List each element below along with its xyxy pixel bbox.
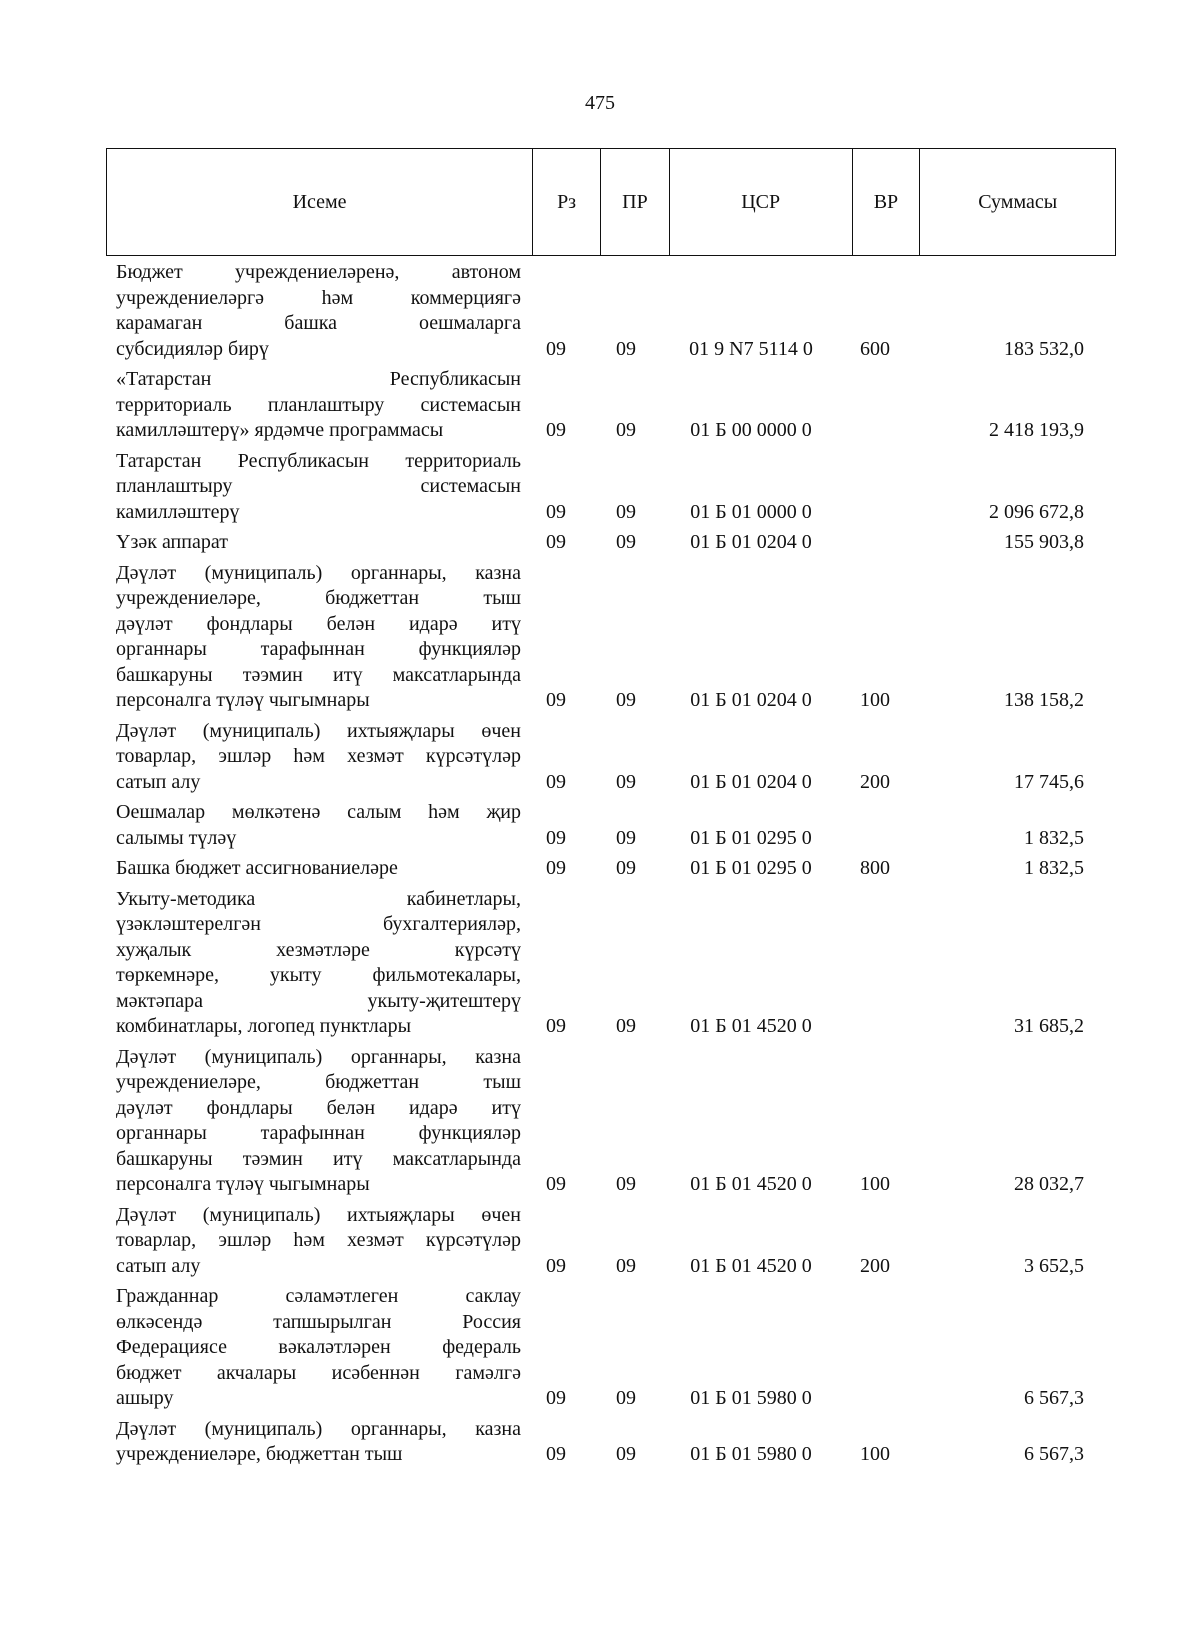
- row-name-line: өлкәсендә тапшырылган Россия: [116, 1310, 521, 1333]
- cell-csr: 01 9 N7 5114 0: [689, 337, 813, 360]
- cell-csr: 01 Б 01 0000 0: [690, 500, 812, 523]
- row-name-line: учреждениеләре, бюджеттан тыш: [116, 1071, 521, 1093]
- row-name-line: төркемнәре, укыту фильмотекалары,: [116, 964, 521, 986]
- cell-csr: 01 Б 00 0000 0: [690, 419, 812, 441]
- row-name-line: Укыту-методика кабинетлары,: [116, 887, 521, 910]
- row-name-line: дәүләт фондлары белән идарә итү: [116, 1096, 521, 1119]
- row-name-line: башкаруны тәэмин итү максатларында: [116, 1147, 521, 1170]
- row-name: [116, 260, 521, 362]
- row-cells: [521, 1386, 1116, 1412]
- row-name: [116, 530, 521, 556]
- table-body: [116, 260, 1116, 1473]
- table-row: [116, 1417, 1116, 1468]
- row-cells: [521, 530, 1116, 556]
- header-sum: Суммасы: [978, 190, 1058, 213]
- cell-pr: 09: [616, 337, 636, 360]
- row-name-line: органнары тарафыннан функцияләр: [116, 1122, 521, 1144]
- cell-sum: 183 532,0: [1004, 337, 1084, 360]
- cell-sum: 17 745,6: [1014, 770, 1084, 793]
- row-name-line: Татарстан Республикасын территориаль: [116, 449, 521, 472]
- row-name: [116, 1417, 521, 1468]
- cell-vr: 100: [860, 689, 890, 711]
- row-cells: [521, 856, 1116, 882]
- cell-csr: 01 Б 01 0204 0: [690, 689, 812, 711]
- header-csr: ЦСР: [670, 149, 853, 255]
- row-cells: [521, 688, 1116, 714]
- cell-rz: 09: [546, 689, 566, 711]
- row-name: [116, 1203, 521, 1280]
- row-name-line: Оешмалар мөлкәтенә салым һәм җир: [116, 801, 521, 823]
- row-name-line: товарлар, эшләр һәм хезмәт күрсәтүләр: [116, 745, 521, 767]
- row-cells: [521, 500, 1116, 526]
- row-cells: [521, 1442, 1116, 1468]
- row-cells: [521, 770, 1116, 796]
- cell-pr: 09: [616, 531, 636, 553]
- cell-csr: 01 Б 01 0204 0: [690, 770, 812, 793]
- row-name-line: персоналга түләү чыгымнары: [116, 689, 370, 711]
- row-name-line: комбинатлары, логопед пунктлары: [116, 1015, 412, 1037]
- cell-rz: 09: [546, 1387, 566, 1409]
- cell-rz: 09: [546, 1015, 566, 1037]
- row-name-line: сатып алу: [116, 1254, 201, 1277]
- cell-pr: 09: [616, 1015, 636, 1037]
- table-row: [116, 260, 1116, 362]
- cell-vr: 200: [860, 770, 890, 793]
- table-row: [116, 530, 1116, 556]
- row-name-line: карамаган башка оешмаларга: [116, 312, 521, 334]
- row-name-line: субсидияләр бирү: [116, 337, 269, 360]
- row-name-line: Дәүләт (муниципаль) органнары, казна: [116, 1045, 521, 1068]
- cell-pr: 09: [616, 1173, 636, 1195]
- table-row: [116, 561, 1116, 714]
- row-name-line: Гражданнар сәламәтлеген саклау: [116, 1285, 521, 1307]
- header-name: Исеме: [107, 149, 533, 255]
- row-name-line: Башка бюджет ассигнованиеләре: [116, 857, 398, 879]
- row-cells: [521, 1014, 1116, 1040]
- cell-rz: 09: [546, 531, 566, 553]
- cell-csr: 01 Б 01 4520 0: [690, 1015, 812, 1037]
- row-name: [116, 719, 521, 796]
- cell-csr: 01 Б 01 5980 0: [690, 1443, 812, 1465]
- row-name-line: бюджет акчалары исәбеннән гамәлгә: [116, 1361, 521, 1384]
- table-row: [116, 1284, 1116, 1412]
- row-name-line: Дәүләт (муниципаль) ихтыяҗлары өчен: [116, 719, 521, 742]
- cell-rz: 09: [546, 419, 566, 441]
- cell-pr: 09: [616, 1387, 636, 1409]
- cell-rz: 09: [546, 857, 566, 879]
- row-name: [116, 1045, 521, 1198]
- row-name: [116, 856, 521, 882]
- row-name-line: учреждениеләре, бюджеттан тыш: [116, 587, 521, 609]
- cell-rz: 09: [546, 1173, 566, 1195]
- cell-rz: 09: [546, 337, 566, 360]
- row-name-line: учреждениеләргә һәм коммерциягә: [116, 286, 521, 309]
- cell-rz: 09: [546, 770, 566, 793]
- row-name-line: сатып алу: [116, 770, 201, 793]
- row-name-line: Дәүләт (муниципаль) ихтыяҗлары өчен: [116, 1203, 521, 1226]
- row-name: [116, 449, 521, 526]
- row-cells: [521, 1172, 1116, 1198]
- row-name-line: камилләштерү» ярдәмче программасы: [116, 419, 444, 441]
- header-rz: Рз: [533, 149, 601, 255]
- cell-csr: 01 Б 01 0295 0: [690, 826, 812, 849]
- cell-rz: 09: [546, 1443, 566, 1465]
- cell-vr: 100: [860, 1173, 890, 1195]
- cell-sum: 31 685,2: [1014, 1015, 1084, 1037]
- row-name-line: башкаруны тәэмин итү максатларында: [116, 663, 521, 686]
- row-name-line: салымы түләү: [116, 826, 237, 849]
- cell-csr: 01 Б 01 5980 0: [690, 1387, 812, 1409]
- row-cells: [521, 1254, 1116, 1280]
- cell-sum: 6 567,3: [1024, 1443, 1084, 1465]
- row-name-line: персоналга түләү чыгымнары: [116, 1173, 370, 1195]
- cell-csr: 01 Б 01 4520 0: [690, 1173, 812, 1195]
- row-name-line: үзәкләштерелгән бухгалтерияләр,: [116, 913, 521, 935]
- cell-pr: 09: [616, 857, 636, 879]
- table-row: [116, 856, 1116, 882]
- cell-pr: 09: [616, 419, 636, 441]
- row-name: [116, 561, 521, 714]
- cell-sum: 2 096 672,8: [989, 500, 1084, 523]
- cell-vr: 200: [860, 1254, 890, 1277]
- cell-rz: 09: [546, 1254, 566, 1277]
- header-pr: ПР: [601, 149, 670, 255]
- row-cells: [521, 826, 1116, 852]
- table-header: [106, 148, 1116, 256]
- row-name-line: Федерациясе вәкаләтләрен федераль: [116, 1336, 521, 1358]
- cell-sum: 3 652,5: [1024, 1254, 1084, 1277]
- row-name-line: хуҗалык хезмәтләре күрсәтү: [116, 938, 521, 961]
- row-name-line: планлаштыру системасын: [116, 475, 521, 497]
- page-number: 475: [585, 92, 615, 114]
- cell-rz: 09: [546, 826, 566, 849]
- cell-vr: 600: [860, 337, 890, 360]
- cell-sum: 2 418 193,9: [989, 419, 1084, 441]
- row-name-line: Бюджет учреждениеләренә, автоном: [116, 261, 521, 283]
- cell-csr: 01 Б 01 0204 0: [690, 531, 812, 553]
- cell-pr: 09: [616, 689, 636, 711]
- cell-sum: 28 032,7: [1014, 1173, 1084, 1195]
- row-name-line: учреждениеләре, бюджеттан тыш: [116, 1443, 403, 1465]
- cell-rz: 09: [546, 500, 566, 523]
- cell-pr: 09: [616, 826, 636, 849]
- row-name: [116, 1284, 521, 1412]
- row-name-line: мәктәпара укыту-җитештерү: [116, 989, 521, 1012]
- cell-sum: 1 832,5: [1024, 857, 1084, 879]
- row-name-line: Дәүләт (муниципаль) органнары, казна: [116, 561, 521, 584]
- cell-sum: 6 567,3: [1024, 1387, 1084, 1409]
- cell-vr: 800: [860, 857, 890, 879]
- table-row: [116, 1203, 1116, 1280]
- cell-pr: 09: [616, 1254, 636, 1277]
- table-row: [116, 800, 1116, 851]
- cell-sum: 138 158,2: [1004, 689, 1084, 711]
- cell-pr: 09: [616, 500, 636, 523]
- cell-csr: 01 Б 01 4520 0: [690, 1254, 812, 1277]
- table-row: [116, 719, 1116, 796]
- cell-sum: 155 903,8: [1004, 531, 1084, 553]
- cell-pr: 09: [616, 1443, 636, 1465]
- table-row: [116, 367, 1116, 444]
- row-name-line: Дәүләт (муниципаль) органнары, казна: [116, 1417, 521, 1440]
- row-cells: [521, 337, 1116, 363]
- header-vr: ВР: [853, 149, 921, 255]
- table-row: [116, 449, 1116, 526]
- row-name-line: территориаль планлаштыру системасын: [116, 393, 521, 416]
- row-name-line: камилләштерү: [116, 500, 240, 523]
- row-name-line: ашыру: [116, 1387, 174, 1409]
- row-name-line: органнары тарафыннан функцияләр: [116, 638, 521, 660]
- cell-sum: 1 832,5: [1024, 826, 1084, 849]
- cell-csr: 01 Б 01 0295 0: [690, 857, 812, 879]
- row-cells: [521, 418, 1116, 444]
- table-row: [116, 1045, 1116, 1198]
- row-name-line: дәүләт фондлары белән идарә итү: [116, 612, 521, 635]
- row-name-line: Үзәк аппарат: [116, 531, 228, 553]
- row-name: [116, 887, 521, 1040]
- cell-vr: 100: [860, 1443, 890, 1465]
- row-name: [116, 800, 521, 851]
- table-row: [116, 887, 1116, 1040]
- row-name: [116, 367, 521, 444]
- cell-pr: 09: [616, 770, 636, 793]
- row-name-line: «Татарстан Республикасын: [116, 368, 521, 390]
- row-name-line: товарлар, эшләр һәм хезмәт күрсәтүләр: [116, 1229, 521, 1251]
